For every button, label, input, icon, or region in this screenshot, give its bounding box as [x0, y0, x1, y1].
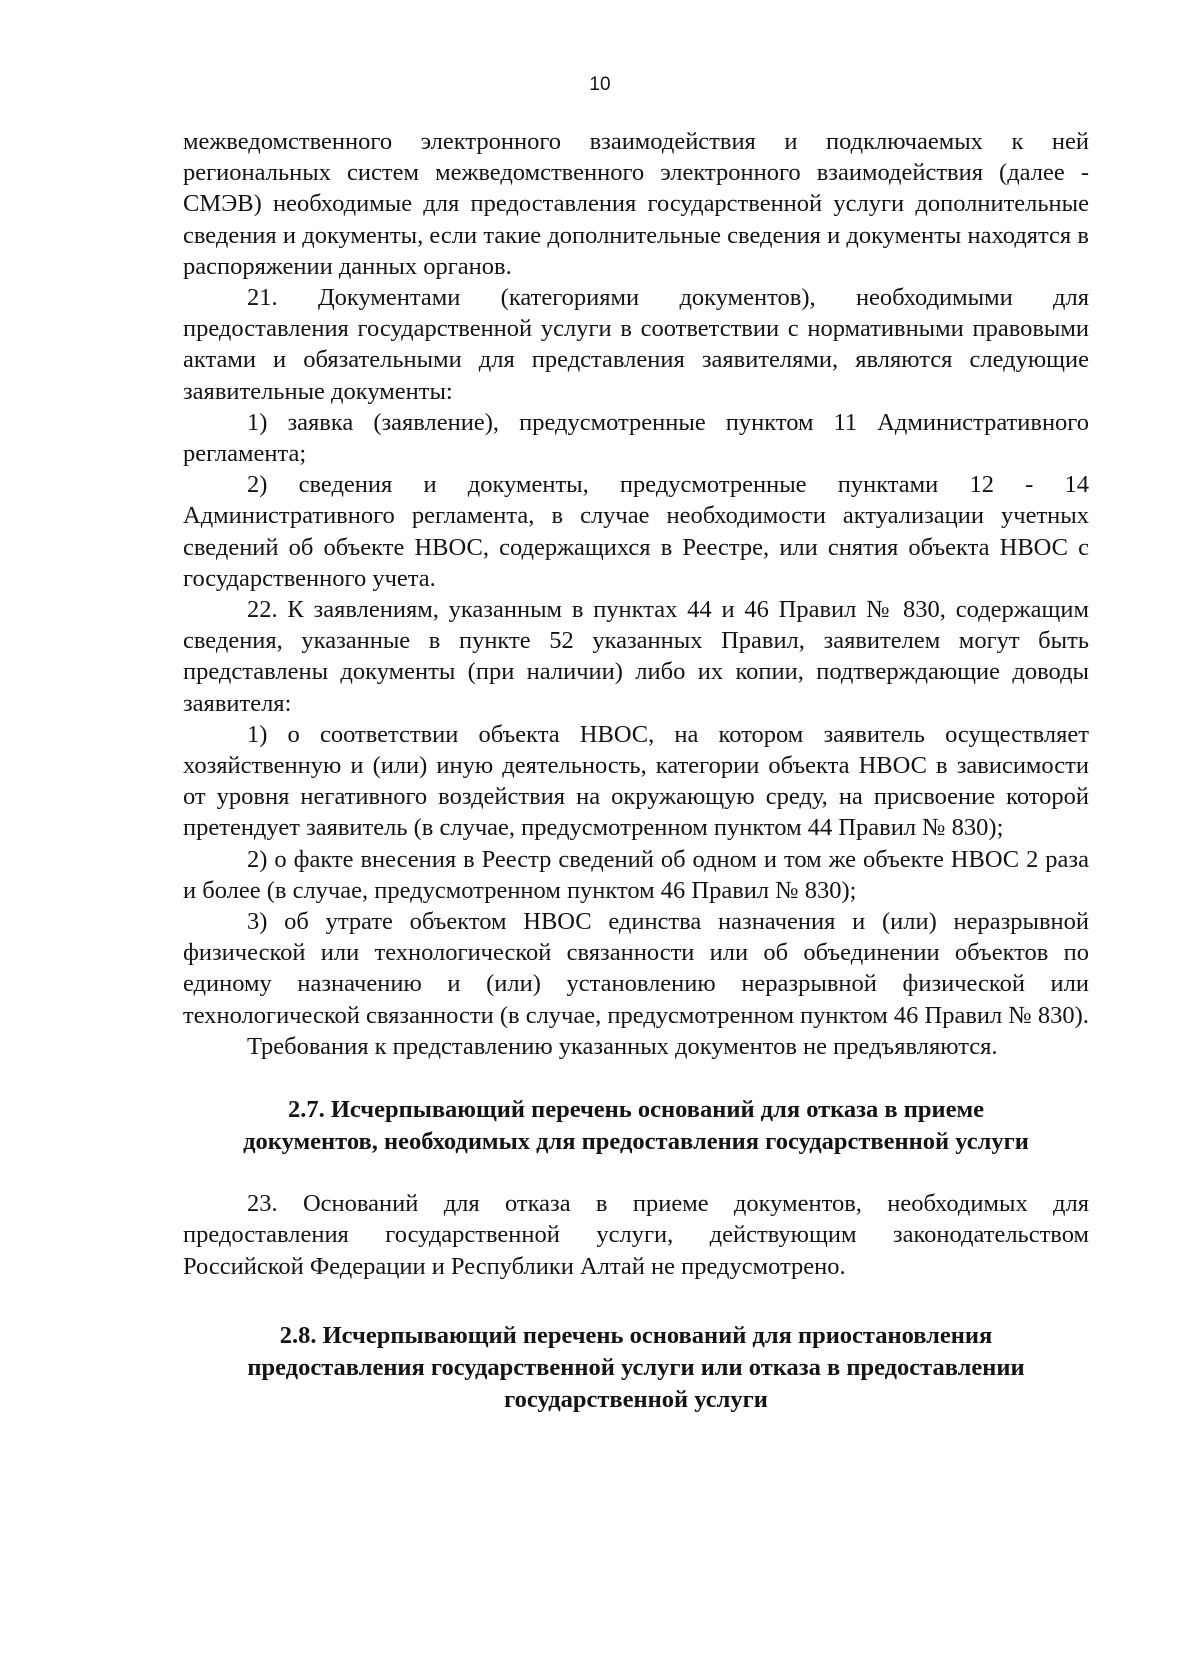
document-body	[183, 126, 1089, 1416]
paragraph-21: 21. Документами (категориями документов), необходимыми для предоставления государственной услуги в соответствии с нормативными правовыми актами и обязательными для представления заявителями, являются следующие заявительные документы:	[183, 284, 1089, 405]
section-heading-2-8-line-3: государственной услуги	[504, 1385, 768, 1413]
paragraph-21-item-2: 2) сведения и документы, предусмотренные пунктами 12 - 14 Административного регламента, в случае необходимости актуализации учетных сведений об объекте НВОС, содержащихся в Реестре, или снятия объекта НВОС с государственного учета.	[183, 471, 1089, 592]
section-heading-2-7-line-2: документов, необходимых для предоставления государственной услуги	[243, 1128, 1029, 1156]
paragraph-22-item-2: 2) о факте внесения в Реестр сведений об одном и том же объекте НВОС 2 раза и более (в случае, предусмотренном пунктом 46 Правил № 830);	[183, 845, 1089, 904]
section-heading-2-8	[183, 1320, 1089, 1416]
spacer	[183, 1158, 1089, 1188]
page-number: 10	[589, 74, 611, 95]
section-heading-2-7	[183, 1094, 1089, 1158]
section-heading-2-8-line-2: предоставления государственной услуги или отказа в предоставлении	[247, 1353, 1025, 1381]
section-heading-2-8-line-1: 2.8. Исчерпывающий перечень оснований для приостановления	[279, 1321, 993, 1349]
spacer	[183, 1282, 1089, 1320]
paragraph-22-item-1: 1) о соответствии объекта НВОС, на котором заявитель осуществляет хозяйственную и (или) иную деятельность, категории объекта НВОС в зависимости от уровня негативного воздействия на окружающую среду, на присвоение которой претендует заявитель (в случае, предусмотренном пунктом 44 Правил № 830);	[183, 720, 1089, 842]
paragraph-22: 22. К заявлениям, указанным в пунктах 44 и 46 Правил № 830, содержащим сведения, указанные в пункте 52 указанных Правил, заявителем могут быть представлены документы (при наличии) либо их копии, подтверждающие доводы заявителя:	[183, 596, 1089, 717]
paragraph-23: 23. Оснований для отказа в приеме документов, необходимых для предоставления государственной услуги, действующим законодательством Российской Федерации и Республики Алтай не предусмотрено.	[183, 1190, 1089, 1280]
paragraph-21-item-1: 1) заявка (заявление), предусмотренные пунктом 11 Административного регламента;	[183, 408, 1089, 468]
paragraph-requirements: Требования к представлению указанных документов не предъявляются.	[247, 1032, 998, 1060]
paragraph-smev-continuation: межведомственного электронного взаимодействия и подключаемых к ней региональных систем межведомственного электронного взаимодействия (далее - СМЭВ) необходимые для предоставления государственной услуги дополнительные сведения и документы, если такие дополнительные сведения и документы находятся в распоряжении данных органов.	[183, 128, 1089, 280]
spacer	[183, 1062, 1089, 1094]
paragraph-22-item-3: 3) об утрате объектом НВОС единства назначения и (или) неразрывной физической или технологической связанности или об объединении объектов по единому назначению и (или) установлению неразрывной физической или технологической связанности (в случае, предусмотренном пунктом 46 Правил № 830).	[183, 908, 1089, 1029]
section-heading-2-7-line-1: 2.7. Исчерпывающий перечень оснований для отказа в приеме	[287, 1096, 985, 1124]
